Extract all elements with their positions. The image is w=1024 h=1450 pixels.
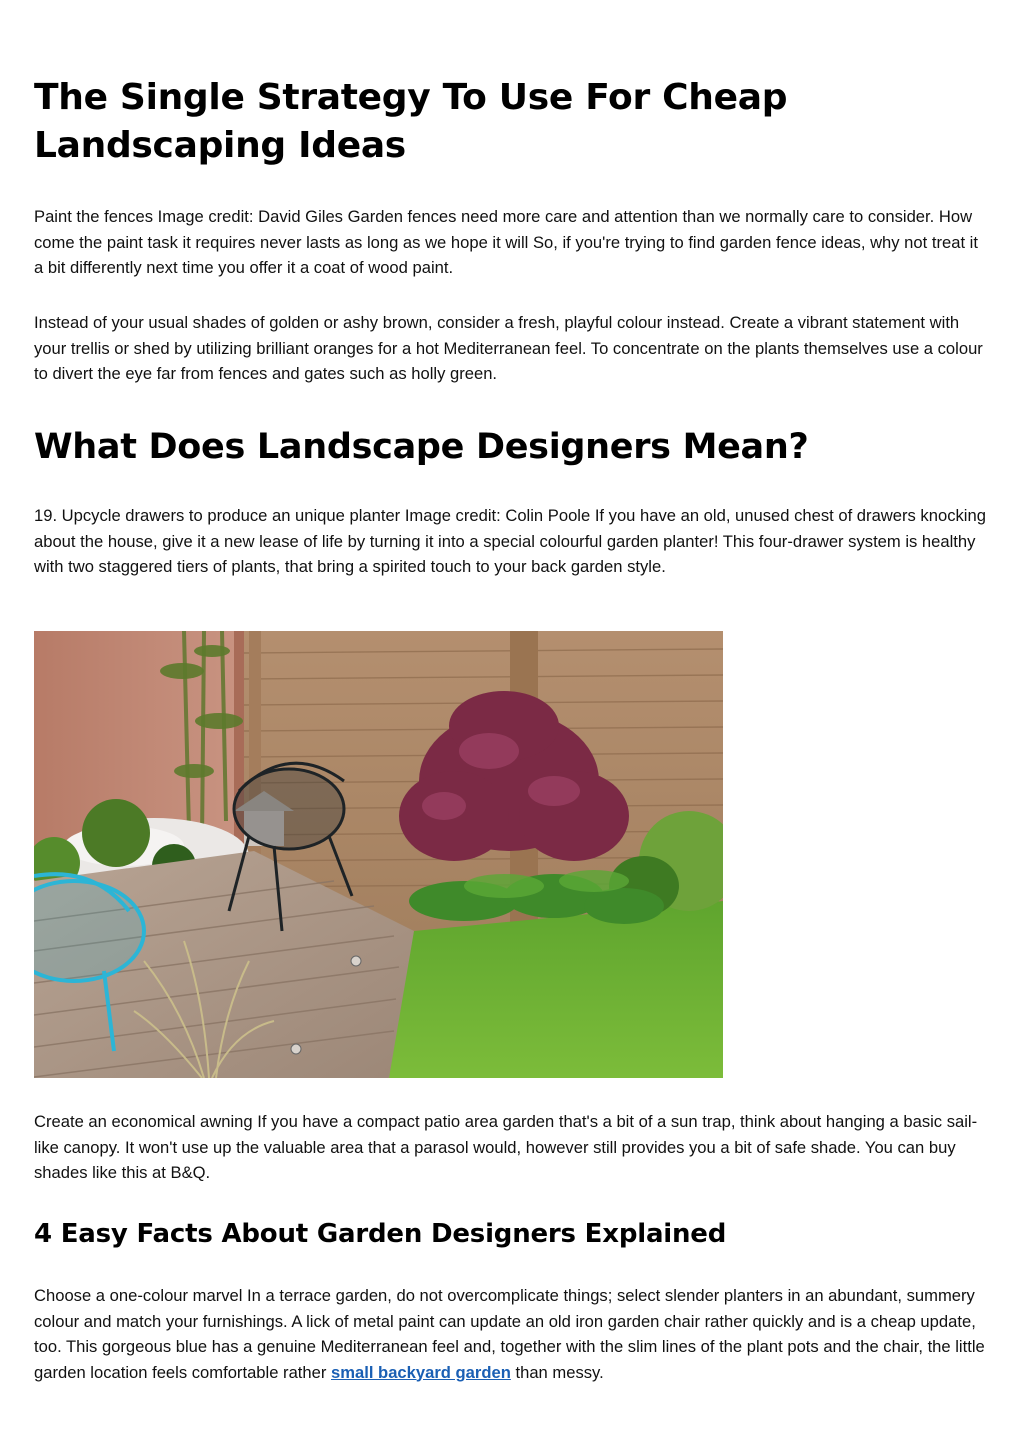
paragraph-one-colour — [34, 1283, 990, 1385]
paragraph-colour-choice: Instead of your usual shades of golden or ashy brown, consider a fresh, playful colour instead. Create a vibrant statement with your trellis or shed by utilizing brilliant oranges for a hot Mediterranean feel. To concentrate on the plants themselves use a colour to divert the eye far from fences and gates such as holly green. — [34, 313, 983, 383]
small-backyard-garden-link[interactable]: small backyard garden — [331, 1362, 511, 1382]
section-heading-landscape-designers: What Does Landscape Designers Mean? — [34, 427, 809, 467]
article-title: The Single Strategy To Use For Cheap Landscaping Ideas — [34, 77, 788, 166]
paragraph-upcycle-drawers: 19. Upcycle drawers to produce an unique planter Image credit: Colin Poole If you have an old, unused chest of drawers knocking about the house, give it a new lease of life by turning it into a special colourful garden planter! This four-drawer system is healthy with two staggered tiers of plants, that bring a spirited touch to your back garden style. — [34, 506, 986, 576]
paragraph-awning: Create an economical awning If you have a compact patio area garden that's a bit of a sun trap, think about hanging a basic sail-like canopy. It won't use up the valuable area that a parasol would, however still provides you a bit of safe shade. You can buy shades like this at B&Q. — [34, 1112, 978, 1182]
paragraph-paint-fences: Paint the fences Image credit: David Giles Garden fences need more care and attention than we normally care to consider. How come the paint task it requires never lasts as long as we hope it will So, if you're trying to find garden fence ideas, why not treat it a bit differently next time you offer it a coat of wood paint. — [34, 207, 978, 277]
paragraph-text-after-link: than messy. — [510, 1362, 604, 1382]
section-heading-garden-designers: 4 Easy Facts About Garden Designers Explained — [34, 1219, 727, 1249]
garden-photo — [34, 631, 723, 1078]
paragraph-text-before-link: Choose a one-colour marvel In a terrace garden, do not overcomplicate things; select slender planters in an abundant, summery colour and match your furnishings. A lick of metal paint can update an old iron garden chair rather quickly and is a cheap update, too. This gorgeous blue has a genuine Mediterranean feel and, together with the slim lines of the plant pots and the chair, the little garden location feels comfortable rather — [34, 1286, 985, 1382]
